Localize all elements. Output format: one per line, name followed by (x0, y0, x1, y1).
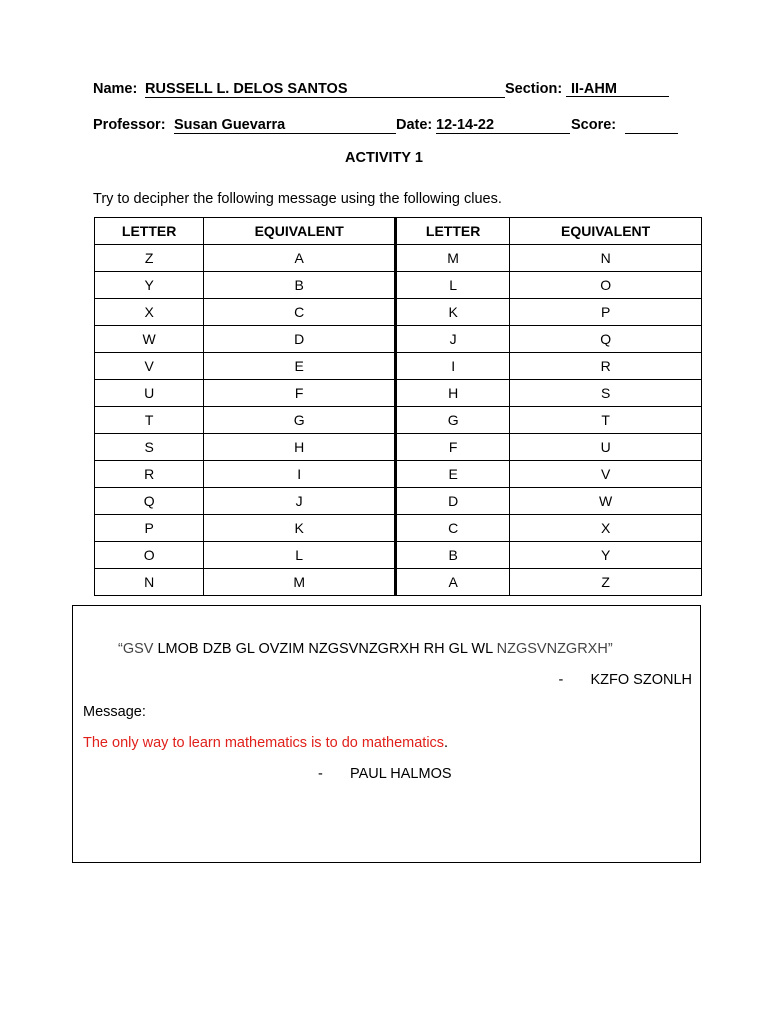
cell-equivalent-2: R (510, 353, 702, 380)
cell-equivalent-1: K (204, 515, 396, 542)
table-row (95, 461, 702, 488)
cell-equivalent-2: W (510, 488, 702, 515)
decoded-author (318, 766, 452, 782)
cell-letter-2: B (396, 542, 510, 569)
table-header-row (95, 218, 702, 245)
activity-title: ACTIVITY 1 (345, 150, 423, 166)
cell-equivalent-1: D (204, 326, 396, 353)
answer-box (72, 605, 701, 863)
cell-equivalent-1: E (204, 353, 396, 380)
section-label: Section: (505, 81, 563, 97)
cell-equivalent-1: F (204, 380, 396, 407)
name-value: RUSSELL L. DELOS SANTOS (145, 81, 348, 97)
table-row (95, 542, 702, 569)
coded-quote (118, 641, 613, 657)
coded-author-dash: - (558, 672, 564, 688)
decoded-quote (83, 735, 448, 751)
message-label: Message: (83, 704, 146, 720)
header-equivalent-1: EQUIVALENT (204, 218, 396, 245)
table-row (95, 380, 702, 407)
cell-letter-2: H (396, 380, 510, 407)
coded-quote-open: “GSV (118, 641, 154, 657)
name-label: Name: (93, 81, 138, 97)
cell-equivalent-2: V (510, 461, 702, 488)
table-row (95, 299, 702, 326)
cell-equivalent-2: O (510, 272, 702, 299)
header-letter-1: LETTER (95, 218, 204, 245)
cell-equivalent-2: Z (510, 569, 702, 596)
cell-equivalent-2: Q (510, 326, 702, 353)
cell-equivalent-2: U (510, 434, 702, 461)
cell-equivalent-2: S (510, 380, 702, 407)
professor-value: Susan Guevarra (174, 117, 286, 133)
date-label: Date: (396, 117, 433, 133)
cell-equivalent-1: M (204, 569, 396, 596)
cell-letter-1: P (95, 515, 204, 542)
decoded-quote-period: . (444, 735, 449, 751)
cell-equivalent-1: H (204, 434, 396, 461)
cell-letter-1: N (95, 569, 204, 596)
decoded-author-dash: - (318, 766, 323, 782)
cell-equivalent-1: B (204, 272, 396, 299)
cell-equivalent-1: I (204, 461, 396, 488)
coded-author (558, 672, 692, 688)
cell-equivalent-1: C (204, 299, 396, 326)
cell-letter-1: U (95, 380, 204, 407)
date-field (436, 116, 570, 134)
cell-letter-2: D (396, 488, 510, 515)
cell-letter-1: V (95, 353, 204, 380)
cell-equivalent-1: J (204, 488, 396, 515)
cell-letter-1: O (95, 542, 204, 569)
table-row (95, 353, 702, 380)
professor-field (174, 116, 396, 134)
cell-equivalent-2: N (510, 245, 702, 272)
section-field (566, 80, 669, 97)
cell-letter-2: K (396, 299, 510, 326)
header-letter-2: LETTER (396, 218, 510, 245)
cell-letter-2: I (396, 353, 510, 380)
table-row (95, 488, 702, 515)
cell-letter-1: Z (95, 245, 204, 272)
cell-equivalent-2: P (510, 299, 702, 326)
cell-letter-1: R (95, 461, 204, 488)
table-row (95, 515, 702, 542)
header-equivalent-2: EQUIVALENT (510, 218, 702, 245)
cell-equivalent-1: A (204, 245, 396, 272)
cell-equivalent-1: L (204, 542, 396, 569)
cell-letter-2: L (396, 272, 510, 299)
table-row (95, 272, 702, 299)
table-row (95, 245, 702, 272)
cell-letter-1: X (95, 299, 204, 326)
cell-equivalent-1: G (204, 407, 396, 434)
table-row (95, 434, 702, 461)
cell-letter-1: Y (95, 272, 204, 299)
cell-letter-2: J (396, 326, 510, 353)
coded-quote-end: NZGSVNZGRXH” (496, 641, 613, 657)
decoded-author-name: PAUL HALMOS (350, 766, 452, 782)
coded-author-name: KZFO SZONLH (590, 672, 692, 688)
score-field (625, 116, 678, 134)
score-label: Score: (571, 117, 617, 133)
cell-letter-2: A (396, 569, 510, 596)
cipher-table (94, 217, 702, 596)
instructions: Try to decipher the following message using the following clues. (93, 191, 502, 207)
cell-letter-2: C (396, 515, 510, 542)
cell-equivalent-2: X (510, 515, 702, 542)
name-field (145, 80, 505, 98)
cell-letter-1: T (95, 407, 204, 434)
table-row (95, 407, 702, 434)
date-value: 12-14-22 (436, 117, 495, 133)
cell-equivalent-2: Y (510, 542, 702, 569)
cell-letter-2: G (396, 407, 510, 434)
cell-letter-2: E (396, 461, 510, 488)
cell-equivalent-2: T (510, 407, 702, 434)
cell-letter-1: S (95, 434, 204, 461)
table-row (95, 569, 702, 596)
cell-letter-2: M (396, 245, 510, 272)
decoded-quote-text: The only way to learn mathematics is to do mathematics (83, 735, 445, 751)
table-row (95, 326, 702, 353)
coded-quote-main: LMOB DZB GL OVZIM NZGSVNZGRXH RH GL WL (153, 641, 497, 657)
cell-letter-1: Q (95, 488, 204, 515)
cell-letter-1: W (95, 326, 204, 353)
section-value: II-AHM (571, 81, 617, 97)
professor-label: Professor: (93, 117, 166, 133)
cell-letter-2: F (396, 434, 510, 461)
